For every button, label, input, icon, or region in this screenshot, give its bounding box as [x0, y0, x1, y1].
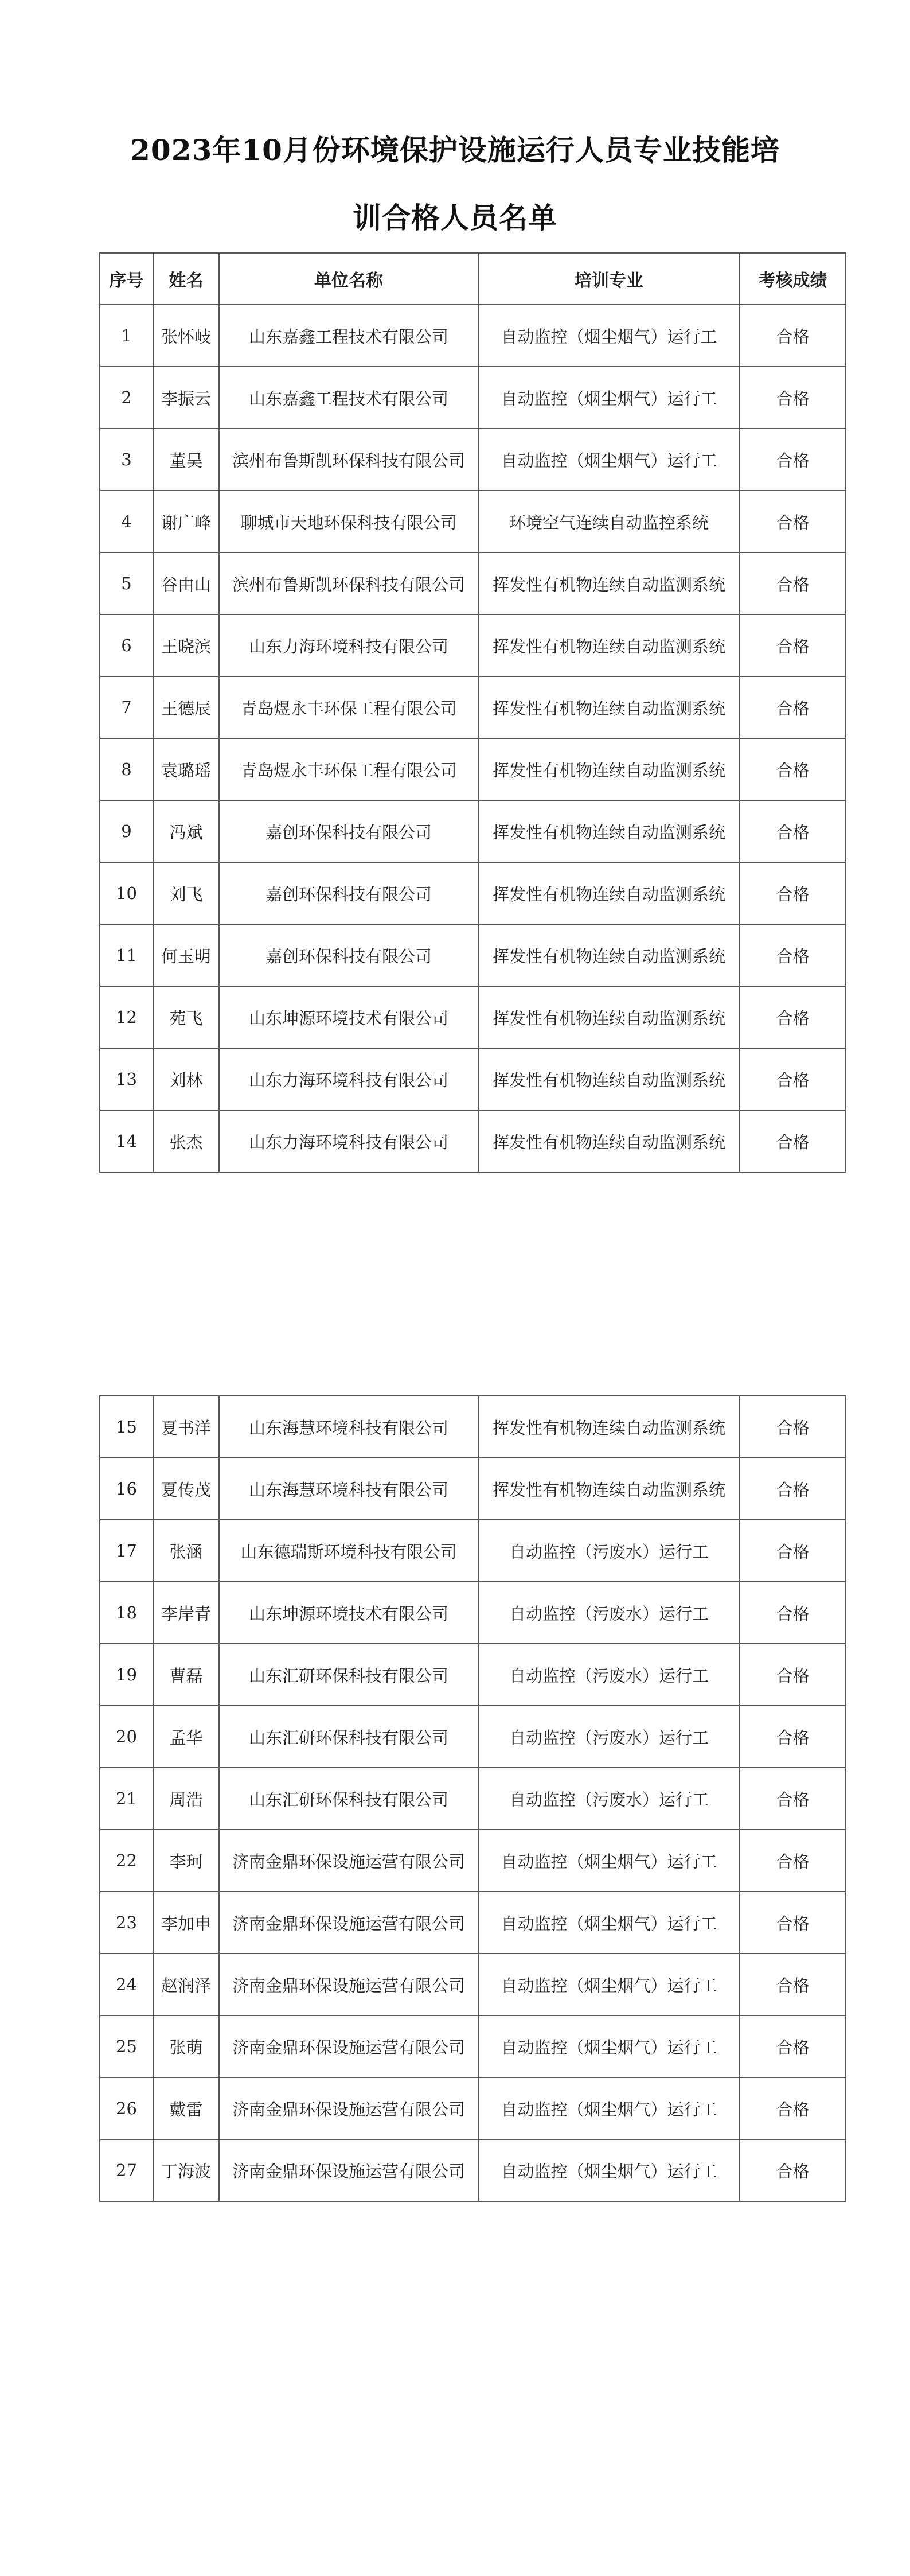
cell-result: 合格	[740, 2077, 846, 2139]
cell-no: 3	[100, 429, 153, 491]
cell-result: 合格	[740, 1520, 846, 1582]
cell-name: 刘飞	[153, 862, 219, 924]
table-row	[100, 1458, 846, 1520]
table-row	[100, 614, 846, 676]
cell-name: 冯斌	[153, 800, 219, 862]
cell-major: 自动监控（烟尘烟气）运行工	[478, 367, 740, 429]
table-row	[100, 800, 846, 862]
cell-result: 合格	[740, 986, 846, 1048]
table-row	[100, 552, 846, 614]
cell-unit: 济南金鼎环保设施运营有限公司	[219, 2015, 478, 2077]
cell-result: 合格	[740, 1458, 846, 1520]
cell-no: 1	[100, 305, 153, 367]
table-row	[100, 1644, 846, 1706]
table-body-page-2	[100, 1396, 846, 2201]
cell-result: 合格	[740, 552, 846, 614]
roster-table-page-1	[99, 252, 846, 1173]
cell-major: 挥发性有机物连续自动监测系统	[478, 1110, 740, 1172]
cell-no: 12	[100, 986, 153, 1048]
cell-result: 合格	[740, 305, 846, 367]
cell-unit: 山东坤源环境技术有限公司	[219, 986, 478, 1048]
cell-major: 自动监控（烟尘烟气）运行工	[478, 1830, 740, 1892]
cell-unit: 嘉创环保科技有限公司	[219, 924, 478, 986]
cell-major: 挥发性有机物连续自动监测系统	[478, 1396, 740, 1458]
cell-result: 合格	[740, 1706, 846, 1768]
cell-major: 自动监控（污废水）运行工	[478, 1520, 740, 1582]
cell-result: 合格	[740, 676, 846, 738]
table-row	[100, 305, 846, 367]
table-row	[100, 2139, 846, 2201]
cell-result: 合格	[740, 614, 846, 676]
cell-major: 挥发性有机物连续自动监测系统	[478, 552, 740, 614]
cell-unit: 嘉创环保科技有限公司	[219, 800, 478, 862]
cell-no: 27	[100, 2139, 153, 2201]
cell-unit: 滨州布鲁斯凯环保科技有限公司	[219, 552, 478, 614]
cell-name: 丁海波	[153, 2139, 219, 2201]
cell-name: 张怀岐	[153, 305, 219, 367]
table-row	[100, 491, 846, 552]
cell-result: 合格	[740, 800, 846, 862]
roster-table-page-2	[99, 1395, 846, 2202]
table-row	[100, 986, 846, 1048]
cell-no: 21	[100, 1768, 153, 1830]
cell-name: 王德辰	[153, 676, 219, 738]
cell-result: 合格	[740, 367, 846, 429]
cell-no: 8	[100, 738, 153, 800]
table-row	[100, 862, 846, 924]
cell-major: 挥发性有机物连续自动监测系统	[478, 800, 740, 862]
table-row	[100, 2015, 846, 2077]
cell-name: 谢广峰	[153, 491, 219, 552]
cell-unit: 山东汇研环保科技有限公司	[219, 1644, 478, 1706]
cell-no: 9	[100, 800, 153, 862]
cell-unit: 山东力海环境科技有限公司	[219, 1048, 478, 1110]
table-row	[100, 429, 846, 491]
cell-name: 谷由山	[153, 552, 219, 614]
table-row	[100, 1706, 846, 1768]
cell-major: 自动监控（烟尘烟气）运行工	[478, 2077, 740, 2139]
cell-no: 23	[100, 1892, 153, 1954]
cell-major: 自动监控（烟尘烟气）运行工	[478, 429, 740, 491]
header-result: 考核成绩	[740, 253, 846, 305]
cell-unit: 山东嘉鑫工程技术有限公司	[219, 367, 478, 429]
cell-unit: 山东汇研环保科技有限公司	[219, 1768, 478, 1830]
cell-no: 13	[100, 1048, 153, 1110]
cell-no: 24	[100, 1954, 153, 2015]
cell-no: 15	[100, 1396, 153, 1458]
cell-unit: 济南金鼎环保设施运营有限公司	[219, 2139, 478, 2201]
cell-no: 25	[100, 2015, 153, 2077]
cell-result: 合格	[740, 2139, 846, 2201]
cell-name: 袁璐瑶	[153, 738, 219, 800]
cell-major: 挥发性有机物连续自动监测系统	[478, 1048, 740, 1110]
cell-major: 自动监控（烟尘烟气）运行工	[478, 2139, 740, 2201]
table-row	[100, 2077, 846, 2139]
cell-no: 6	[100, 614, 153, 676]
cell-unit: 青岛煜永丰环保工程有限公司	[219, 676, 478, 738]
cell-name: 董昊	[153, 429, 219, 491]
table-header-row	[100, 253, 846, 305]
table-row	[100, 1110, 846, 1172]
cell-unit: 山东嘉鑫工程技术有限公司	[219, 305, 478, 367]
cell-no: 4	[100, 491, 153, 552]
cell-result: 合格	[740, 862, 846, 924]
cell-result: 合格	[740, 1954, 846, 2015]
cell-result: 合格	[740, 429, 846, 491]
cell-unit: 山东海慧环境科技有限公司	[219, 1396, 478, 1458]
cell-name: 王晓滨	[153, 614, 219, 676]
cell-major: 自动监控（污废水）运行工	[478, 1768, 740, 1830]
cell-name: 孟华	[153, 1706, 219, 1768]
cell-major: 挥发性有机物连续自动监测系统	[478, 614, 740, 676]
cell-no: 5	[100, 552, 153, 614]
cell-result: 合格	[740, 491, 846, 552]
cell-result: 合格	[740, 1048, 846, 1110]
header-unit: 单位名称	[219, 253, 478, 305]
cell-major: 挥发性有机物连续自动监测系统	[478, 1458, 740, 1520]
cell-unit: 山东力海环境科技有限公司	[219, 1110, 478, 1172]
table-row	[100, 1830, 846, 1892]
cell-major: 自动监控（烟尘烟气）运行工	[478, 2015, 740, 2077]
cell-name: 苑飞	[153, 986, 219, 1048]
cell-name: 张涵	[153, 1520, 219, 1582]
cell-unit: 山东力海环境科技有限公司	[219, 614, 478, 676]
cell-no: 17	[100, 1520, 153, 1582]
cell-name: 张杰	[153, 1110, 219, 1172]
cell-unit: 嘉创环保科技有限公司	[219, 862, 478, 924]
cell-result: 合格	[740, 1892, 846, 1954]
cell-result: 合格	[740, 1644, 846, 1706]
cell-name: 何玉明	[153, 924, 219, 986]
table-row	[100, 676, 846, 738]
cell-no: 11	[100, 924, 153, 986]
table-row	[100, 1954, 846, 2015]
header-no: 序号	[100, 253, 153, 305]
cell-name: 戴雷	[153, 2077, 219, 2139]
cell-no: 10	[100, 862, 153, 924]
cell-major: 自动监控（污废水）运行工	[478, 1706, 740, 1768]
cell-no: 20	[100, 1706, 153, 1768]
cell-name: 张萌	[153, 2015, 219, 2077]
cell-result: 合格	[740, 1582, 846, 1644]
cell-no: 14	[100, 1110, 153, 1172]
cell-name: 曹磊	[153, 1644, 219, 1706]
cell-unit: 山东海慧环境科技有限公司	[219, 1458, 478, 1520]
cell-no: 7	[100, 676, 153, 738]
cell-name: 夏传茂	[153, 1458, 219, 1520]
cell-no: 26	[100, 2077, 153, 2139]
cell-major: 自动监控（烟尘烟气）运行工	[478, 1954, 740, 2015]
table-row	[100, 1892, 846, 1954]
cell-major: 环境空气连续自动监控系统	[478, 491, 740, 552]
header-name: 姓名	[153, 253, 219, 305]
cell-major: 挥发性有机物连续自动监测系统	[478, 676, 740, 738]
table-row	[100, 738, 846, 800]
cell-unit: 山东坤源环境技术有限公司	[219, 1582, 478, 1644]
table-row	[100, 1396, 846, 1458]
cell-name: 李岸青	[153, 1582, 219, 1644]
cell-unit: 济南金鼎环保设施运营有限公司	[219, 1830, 478, 1892]
cell-major: 自动监控（烟尘烟气）运行工	[478, 305, 740, 367]
table-row	[100, 1048, 846, 1110]
cell-major: 自动监控（污废水）运行工	[478, 1644, 740, 1706]
table-row	[100, 924, 846, 986]
table-row	[100, 1768, 846, 1830]
cell-result: 合格	[740, 2015, 846, 2077]
cell-no: 16	[100, 1458, 153, 1520]
cell-name: 刘林	[153, 1048, 219, 1110]
cell-result: 合格	[740, 1768, 846, 1830]
cell-name: 赵润泽	[153, 1954, 219, 2015]
cell-major: 挥发性有机物连续自动监测系统	[478, 924, 740, 986]
table-row	[100, 1582, 846, 1644]
cell-result: 合格	[740, 1830, 846, 1892]
cell-major: 自动监控（污废水）运行工	[478, 1582, 740, 1644]
cell-unit: 济南金鼎环保设施运营有限公司	[219, 1954, 478, 2015]
cell-result: 合格	[740, 738, 846, 800]
cell-no: 18	[100, 1582, 153, 1644]
cell-unit: 滨州布鲁斯凯环保科技有限公司	[219, 429, 478, 491]
cell-major: 挥发性有机物连续自动监测系统	[478, 986, 740, 1048]
cell-name: 周浩	[153, 1768, 219, 1830]
cell-unit: 聊城市天地环保科技有限公司	[219, 491, 478, 552]
table-body-page-1	[100, 305, 846, 1172]
cell-result: 合格	[740, 1110, 846, 1172]
cell-result: 合格	[740, 1396, 846, 1458]
cell-result: 合格	[740, 924, 846, 986]
cell-no: 2	[100, 367, 153, 429]
cell-name: 李珂	[153, 1830, 219, 1892]
cell-unit: 山东德瑞斯环境科技有限公司	[219, 1520, 478, 1582]
cell-major: 挥发性有机物连续自动监测系统	[478, 738, 740, 800]
cell-unit: 济南金鼎环保设施运营有限公司	[219, 1892, 478, 1954]
document-title-line-1: 2023年10月份环境保护设施运行人员专业技能培	[130, 133, 780, 167]
cell-unit: 青岛煜永丰环保工程有限公司	[219, 738, 478, 800]
cell-major: 自动监控（烟尘烟气）运行工	[478, 1892, 740, 1954]
cell-no: 22	[100, 1830, 153, 1892]
table-row	[100, 1520, 846, 1582]
cell-name: 李振云	[153, 367, 219, 429]
cell-unit: 济南金鼎环保设施运营有限公司	[219, 2077, 478, 2139]
table-row	[100, 367, 846, 429]
cell-name: 李加申	[153, 1892, 219, 1954]
header-major: 培训专业	[478, 253, 740, 305]
cell-major: 挥发性有机物连续自动监测系统	[478, 862, 740, 924]
cell-name: 夏书洋	[153, 1396, 219, 1458]
cell-unit: 山东汇研环保科技有限公司	[219, 1706, 478, 1768]
document-title-line-2: 训合格人员名单	[353, 201, 557, 235]
cell-no: 19	[100, 1644, 153, 1706]
